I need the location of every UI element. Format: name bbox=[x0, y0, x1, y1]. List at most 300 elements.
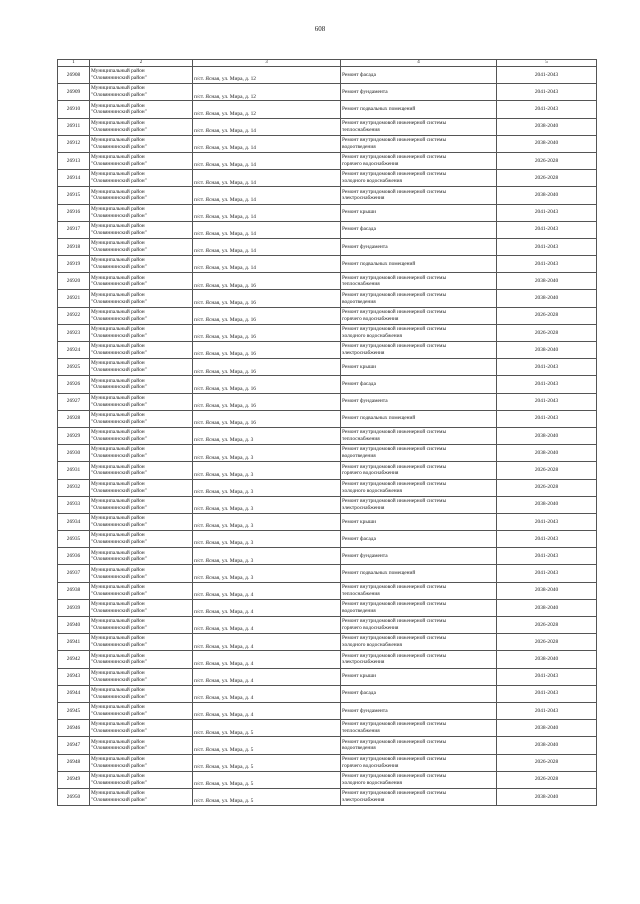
table-row bbox=[58, 135, 597, 152]
work-type-line: горячего водоснабжения bbox=[342, 161, 399, 168]
work-type-line: теплоснабжения bbox=[342, 728, 380, 735]
work-type-line: Ремонт фундамента bbox=[342, 552, 388, 559]
table-row bbox=[58, 170, 597, 187]
row-number-cell: 26931 bbox=[58, 462, 90, 479]
district-line: "Оловяннинский район" bbox=[91, 745, 147, 752]
district-cell bbox=[90, 651, 193, 668]
table-row bbox=[58, 479, 597, 496]
work-type-line: Ремонт фундамента bbox=[342, 398, 388, 405]
address-cell: п/ст. Ясная, ул. Мира, д. 4 bbox=[193, 702, 341, 719]
district-cell bbox=[90, 67, 193, 84]
work-type-cell bbox=[341, 479, 497, 496]
district-line: Муниципальный район bbox=[91, 377, 145, 384]
address-cell: п/ст. Ясная, ул. Мира, д. 5 bbox=[193, 737, 341, 754]
work-type-line: горячего водоснабжения bbox=[342, 470, 399, 477]
district-cell bbox=[90, 599, 193, 616]
table-row bbox=[58, 187, 597, 204]
row-number-cell: 26917 bbox=[58, 221, 90, 238]
period-cell: 2041-2043 bbox=[497, 204, 597, 221]
table-row bbox=[58, 204, 597, 221]
work-type-line: Ремонт внутридомовой инженерной системы bbox=[342, 171, 447, 178]
row-number-cell: 26947 bbox=[58, 737, 90, 754]
table-row bbox=[58, 617, 597, 634]
table-row bbox=[58, 101, 597, 118]
district-line: "Оловяннинский район" bbox=[91, 75, 147, 82]
address-cell: п/ст. Ясная, ул. Мира, д. 14 bbox=[193, 152, 341, 169]
header-col-4: 4 bbox=[341, 60, 497, 67]
period-cell: 2038-2040 bbox=[497, 273, 597, 290]
work-type-line: Ремонт внутридомовой инженерной системы bbox=[342, 635, 447, 642]
district-line: Муниципальный район bbox=[91, 137, 145, 144]
work-type-cell bbox=[341, 187, 497, 204]
work-type-line: водоотведения bbox=[342, 298, 376, 305]
address-cell: п/ст. Ясная, ул. Мира, д. 14 bbox=[193, 187, 341, 204]
district-line: "Оловяннинский район" bbox=[91, 143, 147, 150]
row-number-cell: 26924 bbox=[58, 342, 90, 359]
address-cell: п/ст. Ясная, ул. Мира, д. 14 bbox=[193, 238, 341, 255]
work-type-cell bbox=[341, 410, 497, 427]
table-row bbox=[58, 651, 597, 668]
period-cell: 2041-2043 bbox=[497, 548, 597, 565]
period-cell: 2038-2040 bbox=[497, 290, 597, 307]
work-type-line: Ремонт подвальных помещений bbox=[342, 260, 416, 267]
address-cell: п/ст. Ясная, ул. Мира, д. 3 bbox=[193, 565, 341, 582]
district-cell bbox=[90, 170, 193, 187]
work-type-line: Ремонт внутридомовой инженерной системы bbox=[342, 772, 447, 779]
work-type-line: Ремонт фасада bbox=[342, 690, 376, 697]
period-cell: 2038-2040 bbox=[497, 599, 597, 616]
address-cell: п/ст. Ясная, ул. Мира, д. 14 bbox=[193, 256, 341, 273]
table-row bbox=[58, 410, 597, 427]
district-line: Муниципальный район bbox=[91, 257, 145, 264]
work-type-line: горячего водоснабжения bbox=[342, 625, 399, 632]
address-cell: п/ст. Ясная, ул. Мира, д. 3 bbox=[193, 513, 341, 530]
work-type-line: Ремонт внутридомовой инженерной системы bbox=[342, 429, 447, 436]
table-row bbox=[58, 496, 597, 513]
period-cell: 2041-2043 bbox=[497, 565, 597, 582]
district-cell bbox=[90, 634, 193, 651]
table-row bbox=[58, 565, 597, 582]
table-row bbox=[58, 238, 597, 255]
period-cell: 2041-2043 bbox=[497, 67, 597, 84]
work-type-line: Ремонт внутридомовой инженерной системы bbox=[342, 618, 447, 625]
district-line: "Оловяннинский район" bbox=[91, 625, 147, 632]
work-type-line: водоотведения bbox=[342, 453, 376, 460]
district-cell bbox=[90, 496, 193, 513]
district-line: "Оловяннинский район" bbox=[91, 453, 147, 460]
row-number-cell: 26918 bbox=[58, 238, 90, 255]
address-cell: п/ст. Ясная, ул. Мира, д. 12 bbox=[193, 84, 341, 101]
district-line: "Оловяннинский район" bbox=[91, 642, 147, 649]
period-cell: 2038-2040 bbox=[497, 445, 597, 462]
row-number-cell: 26933 bbox=[58, 496, 90, 513]
work-type-cell bbox=[341, 67, 497, 84]
work-type-cell bbox=[341, 548, 497, 565]
district-line: "Оловяннинский район" bbox=[91, 212, 147, 219]
district-cell bbox=[90, 771, 193, 788]
district-line: Муниципальный район bbox=[91, 635, 145, 642]
work-type-cell bbox=[341, 771, 497, 788]
work-type-line: Ремонт внутридомовой инженерной системы bbox=[342, 738, 447, 745]
period-cell: 2041-2043 bbox=[497, 531, 597, 548]
district-line: Муниципальный район bbox=[91, 102, 145, 109]
district-line: Муниципальный район bbox=[91, 738, 145, 745]
work-type-line: Ремонт подвальных помещений bbox=[342, 415, 416, 422]
work-type-line: Ремонт внутридомовой инженерной системы bbox=[342, 463, 447, 470]
work-type-line: холодного водоснабжения bbox=[342, 642, 402, 649]
table-row bbox=[58, 342, 597, 359]
work-type-line: Ремонт фасада bbox=[342, 71, 376, 78]
work-type-line: холодного водоснабжения bbox=[342, 779, 402, 786]
district-cell bbox=[90, 531, 193, 548]
district-line: Муниципальный район bbox=[91, 119, 145, 126]
work-type-line: электроснабжения bbox=[342, 504, 385, 511]
district-line: Муниципальный район bbox=[91, 188, 145, 195]
district-cell bbox=[90, 256, 193, 273]
district-line: "Оловяннинский район" bbox=[91, 590, 147, 597]
district-line: Муниципальный район bbox=[91, 497, 145, 504]
district-line: "Оловяннинский район" bbox=[91, 676, 147, 683]
district-cell bbox=[90, 445, 193, 462]
table-row bbox=[58, 273, 597, 290]
work-type-line: Ремонт крыши bbox=[342, 209, 376, 216]
address-cell: п/ст. Ясная, ул. Мира, д. 14 bbox=[193, 135, 341, 152]
work-type-line: Ремонт внутридомовой инженерной системы bbox=[342, 583, 447, 590]
header-col-1: 1 bbox=[58, 60, 90, 67]
work-type-line: водоотведения bbox=[342, 143, 376, 150]
work-type-line: горячего водоснабжения bbox=[342, 762, 399, 769]
district-cell bbox=[90, 152, 193, 169]
row-number-cell: 26922 bbox=[58, 307, 90, 324]
work-type-line: Ремонт внутридомовой инженерной системы bbox=[342, 652, 447, 659]
work-type-line: Ремонт подвальных помещений bbox=[342, 570, 416, 577]
work-type-line: теплоснабжения bbox=[342, 281, 380, 288]
table-row bbox=[58, 720, 597, 737]
district-line: Муниципальный район bbox=[91, 790, 145, 797]
district-line: Муниципальный район bbox=[91, 652, 145, 659]
period-cell: 2038-2040 bbox=[497, 720, 597, 737]
work-type-cell bbox=[341, 273, 497, 290]
district-cell bbox=[90, 410, 193, 427]
row-number-cell: 26928 bbox=[58, 410, 90, 427]
table-row bbox=[58, 256, 597, 273]
district-line: "Оловяннинский район" bbox=[91, 607, 147, 614]
address-cell: п/ст. Ясная, ул. Мира, д. 16 bbox=[193, 342, 341, 359]
table-row bbox=[58, 531, 597, 548]
period-cell: 2041-2043 bbox=[497, 393, 597, 410]
period-cell: 2041-2043 bbox=[497, 685, 597, 702]
period-cell: 2038-2040 bbox=[497, 737, 597, 754]
work-type-cell bbox=[341, 393, 497, 410]
period-cell: 2041-2043 bbox=[497, 376, 597, 393]
district-line: Муниципальный район bbox=[91, 68, 145, 75]
row-number-cell: 26914 bbox=[58, 170, 90, 187]
table-header-row bbox=[58, 60, 597, 67]
district-line: Муниципальный район bbox=[91, 394, 145, 401]
work-type-cell bbox=[341, 290, 497, 307]
district-line: Муниципальный район bbox=[91, 446, 145, 453]
work-type-line: Ремонт внутридомовой инженерной системы bbox=[342, 497, 447, 504]
work-type-line: холодного водоснабжения bbox=[342, 332, 402, 339]
table-row bbox=[58, 548, 597, 565]
district-line: Муниципальный район bbox=[91, 274, 145, 281]
work-type-cell bbox=[341, 599, 497, 616]
work-type-cell bbox=[341, 513, 497, 530]
district-line: "Оловяннинский район" bbox=[91, 126, 147, 133]
district-line: "Оловяннинский район" bbox=[91, 539, 147, 546]
row-number-cell: 26920 bbox=[58, 273, 90, 290]
district-line: "Оловяннинский район" bbox=[91, 384, 147, 391]
district-cell bbox=[90, 204, 193, 221]
district-line: Муниципальный район bbox=[91, 222, 145, 229]
district-cell bbox=[90, 342, 193, 359]
district-line: "Оловяннинский район" bbox=[91, 161, 147, 168]
district-cell bbox=[90, 685, 193, 702]
period-cell: 2041-2043 bbox=[497, 221, 597, 238]
period-cell: 2026-2028 bbox=[497, 462, 597, 479]
work-type-cell bbox=[341, 702, 497, 719]
district-line: "Оловяннинский район" bbox=[91, 470, 147, 477]
work-type-cell bbox=[341, 445, 497, 462]
address-cell: п/ст. Ясная, ул. Мира, д. 4 bbox=[193, 685, 341, 702]
row-number-cell: 26915 bbox=[58, 187, 90, 204]
address-cell: п/ст. Ясная, ул. Мира, д. 5 bbox=[193, 754, 341, 771]
work-type-line: Ремонт внутридомовой инженерной системы bbox=[342, 755, 447, 762]
table-row bbox=[58, 737, 597, 754]
row-number-cell: 26950 bbox=[58, 788, 90, 805]
address-cell: п/ст. Ясная, ул. Мира, д. 4 bbox=[193, 634, 341, 651]
row-number-cell: 26930 bbox=[58, 445, 90, 462]
address-cell: п/ст. Ясная, ул. Мира, д. 5 bbox=[193, 788, 341, 805]
work-type-line: Ремонт крыши bbox=[342, 518, 376, 525]
district-line: Муниципальный район bbox=[91, 360, 145, 367]
address-cell: п/ст. Ясная, ул. Мира, д. 4 bbox=[193, 582, 341, 599]
address-cell: п/ст. Ясная, ул. Мира, д. 3 bbox=[193, 445, 341, 462]
district-line: Муниципальный район bbox=[91, 205, 145, 212]
row-number-cell: 26911 bbox=[58, 118, 90, 135]
row-number-cell: 26946 bbox=[58, 720, 90, 737]
district-line: Муниципальный район bbox=[91, 429, 145, 436]
row-number-cell: 26944 bbox=[58, 685, 90, 702]
period-cell: 2041-2043 bbox=[497, 238, 597, 255]
district-line: Муниципальный район bbox=[91, 480, 145, 487]
work-type-line: Ремонт внутридомовой инженерной системы bbox=[342, 188, 447, 195]
work-type-line: Ремонт фасада bbox=[342, 226, 376, 233]
district-cell bbox=[90, 565, 193, 582]
work-type-cell bbox=[341, 668, 497, 685]
address-cell: п/ст. Ясная, ул. Мира, д. 14 bbox=[193, 170, 341, 187]
work-type-line: холодного водоснабжения bbox=[342, 178, 402, 185]
district-cell bbox=[90, 582, 193, 599]
district-line: "Оловяннинский район" bbox=[91, 418, 147, 425]
district-cell bbox=[90, 187, 193, 204]
row-number-cell: 26936 bbox=[58, 548, 90, 565]
district-line: Муниципальный район bbox=[91, 291, 145, 298]
district-line: "Оловяннинский район" bbox=[91, 401, 147, 408]
work-type-line: Ремонт внутридомовой инженерной системы bbox=[342, 137, 447, 144]
period-cell: 2041-2043 bbox=[497, 702, 597, 719]
district-line: Муниципальный район bbox=[91, 772, 145, 779]
table-row bbox=[58, 754, 597, 771]
district-cell bbox=[90, 702, 193, 719]
work-type-line: электроснабжения bbox=[342, 659, 385, 666]
work-type-line: Ремонт внутридомовой инженерной системы bbox=[342, 790, 447, 797]
district-cell bbox=[90, 462, 193, 479]
district-line: Муниципальный район bbox=[91, 85, 145, 92]
work-type-line: электроснабжения bbox=[342, 195, 385, 202]
address-cell: п/ст. Ясная, ул. Мира, д. 16 bbox=[193, 376, 341, 393]
work-type-cell bbox=[341, 135, 497, 152]
table-row bbox=[58, 359, 597, 376]
table-row bbox=[58, 668, 597, 685]
period-cell: 2038-2040 bbox=[497, 651, 597, 668]
period-cell: 2041-2043 bbox=[497, 84, 597, 101]
table-row bbox=[58, 324, 597, 341]
work-type-cell bbox=[341, 634, 497, 651]
work-type-cell bbox=[341, 427, 497, 444]
period-cell: 2026-2028 bbox=[497, 754, 597, 771]
period-cell: 2041-2043 bbox=[497, 668, 597, 685]
row-number-cell: 26929 bbox=[58, 427, 90, 444]
address-cell: п/ст. Ясная, ул. Мира, д. 4 bbox=[193, 668, 341, 685]
district-line: "Оловяннинский район" bbox=[91, 264, 147, 271]
district-line: Муниципальный район bbox=[91, 171, 145, 178]
address-cell: п/ст. Ясная, ул. Мира, д. 3 bbox=[193, 548, 341, 565]
work-type-cell bbox=[341, 152, 497, 169]
period-cell: 2038-2040 bbox=[497, 187, 597, 204]
work-type-line: Ремонт внутридомовой инженерной системы bbox=[342, 343, 447, 350]
work-type-cell bbox=[341, 204, 497, 221]
period-cell: 2041-2043 bbox=[497, 101, 597, 118]
address-cell: п/ст. Ясная, ул. Мира, д. 14 bbox=[193, 221, 341, 238]
work-type-cell bbox=[341, 376, 497, 393]
district-line: "Оловяннинский район" bbox=[91, 109, 147, 116]
table-row bbox=[58, 702, 597, 719]
work-type-cell bbox=[341, 737, 497, 754]
period-cell: 2026-2028 bbox=[497, 771, 597, 788]
district-line: "Оловяннинский район" bbox=[91, 504, 147, 511]
district-cell bbox=[90, 101, 193, 118]
row-number-cell: 26948 bbox=[58, 754, 90, 771]
work-type-line: электроснабжения bbox=[342, 350, 385, 357]
address-cell: п/ст. Ясная, ул. Мира, д. 16 bbox=[193, 410, 341, 427]
table-row bbox=[58, 427, 597, 444]
work-type-line: Ремонт фундамента bbox=[342, 88, 388, 95]
district-line: Муниципальный район bbox=[91, 687, 145, 694]
row-number-cell: 26937 bbox=[58, 565, 90, 582]
address-cell: п/ст. Ясная, ул. Мира, д. 14 bbox=[193, 118, 341, 135]
work-type-cell bbox=[341, 720, 497, 737]
header-col-3: 3 bbox=[193, 60, 341, 67]
district-line: "Оловяннинский район" bbox=[91, 573, 147, 580]
address-cell: п/ст. Ясная, ул. Мира, д. 3 bbox=[193, 531, 341, 548]
district-line: Муниципальный район bbox=[91, 154, 145, 161]
header-col-5: 5 bbox=[497, 60, 597, 67]
address-cell: п/ст. Ясная, ул. Мира, д. 14 bbox=[193, 204, 341, 221]
table-row bbox=[58, 152, 597, 169]
row-number-cell: 26909 bbox=[58, 84, 90, 101]
district-line: "Оловяннинский район" bbox=[91, 332, 147, 339]
district-line: "Оловяннинский район" bbox=[91, 487, 147, 494]
address-cell: п/ст. Ясная, ул. Мира, д. 3 bbox=[193, 479, 341, 496]
district-cell bbox=[90, 118, 193, 135]
work-type-line: Ремонт фасада bbox=[342, 535, 376, 542]
repair-schedule-table bbox=[57, 59, 597, 806]
district-cell bbox=[90, 238, 193, 255]
work-type-line: Ремонт внутридомовой инженерной системы bbox=[342, 721, 447, 728]
work-type-cell bbox=[341, 101, 497, 118]
address-cell: п/ст. Ясная, ул. Мира, д. 4 bbox=[193, 617, 341, 634]
district-line: "Оловяннинский район" bbox=[91, 796, 147, 803]
period-cell: 2038-2040 bbox=[497, 582, 597, 599]
district-line: "Оловяннинский район" bbox=[91, 521, 147, 528]
work-type-line: Ремонт внутридомовой инженерной системы bbox=[342, 308, 447, 315]
row-number-cell: 26923 bbox=[58, 324, 90, 341]
district-cell bbox=[90, 754, 193, 771]
period-cell: 2026-2028 bbox=[497, 617, 597, 634]
address-cell: п/ст. Ясная, ул. Мира, д. 4 bbox=[193, 599, 341, 616]
work-type-cell bbox=[341, 221, 497, 238]
table-row bbox=[58, 445, 597, 462]
header-col-2: 2 bbox=[90, 60, 193, 67]
district-line: Муниципальный район bbox=[91, 704, 145, 711]
table-row bbox=[58, 634, 597, 651]
period-cell: 2038-2040 bbox=[497, 427, 597, 444]
work-type-line: горячего водоснабжения bbox=[342, 315, 399, 322]
row-number-cell: 26925 bbox=[58, 359, 90, 376]
work-type-cell bbox=[341, 324, 497, 341]
district-cell bbox=[90, 617, 193, 634]
district-line: "Оловяннинский район" bbox=[91, 711, 147, 718]
district-line: "Оловяннинский район" bbox=[91, 246, 147, 253]
work-type-line: Ремонт фасада bbox=[342, 381, 376, 388]
work-type-cell bbox=[341, 754, 497, 771]
table-body bbox=[58, 60, 597, 806]
work-type-cell bbox=[341, 462, 497, 479]
table-row bbox=[58, 118, 597, 135]
work-type-line: Ремонт фундамента bbox=[342, 707, 388, 714]
work-type-line: водоотведения bbox=[342, 607, 376, 614]
district-line: "Оловяннинский район" bbox=[91, 281, 147, 288]
row-number-cell: 26908 bbox=[58, 67, 90, 84]
work-type-line: теплоснабжения bbox=[342, 590, 380, 597]
district-cell bbox=[90, 427, 193, 444]
district-line: "Оловяннинский район" bbox=[91, 350, 147, 357]
work-type-line: Ремонт крыши bbox=[342, 673, 376, 680]
row-number-cell: 26913 bbox=[58, 152, 90, 169]
district-cell bbox=[90, 84, 193, 101]
table-row bbox=[58, 788, 597, 805]
period-cell: 2038-2040 bbox=[497, 788, 597, 805]
district-line: Муниципальный район bbox=[91, 532, 145, 539]
work-type-line: Ремонт внутридомовой инженерной системы bbox=[342, 154, 447, 161]
address-cell: п/ст. Ясная, ул. Мира, д. 3 bbox=[193, 462, 341, 479]
district-line: "Оловяннинский район" bbox=[91, 92, 147, 99]
work-type-line: Ремонт внутридомовой инженерной системы bbox=[342, 601, 447, 608]
row-number-cell: 26934 bbox=[58, 513, 90, 530]
address-cell: п/ст. Ясная, ул. Мира, д. 16 bbox=[193, 273, 341, 290]
work-type-line: водоотведения bbox=[342, 745, 376, 752]
work-type-cell bbox=[341, 342, 497, 359]
district-line: "Оловяннинский район" bbox=[91, 315, 147, 322]
table-row bbox=[58, 599, 597, 616]
district-cell bbox=[90, 393, 193, 410]
district-line: Муниципальный район bbox=[91, 240, 145, 247]
district-line: "Оловяннинский район" bbox=[91, 659, 147, 666]
address-cell: п/ст. Ясная, ул. Мира, д. 3 bbox=[193, 496, 341, 513]
district-cell bbox=[90, 221, 193, 238]
address-cell: п/ст. Ясная, ул. Мира, д. 16 bbox=[193, 307, 341, 324]
